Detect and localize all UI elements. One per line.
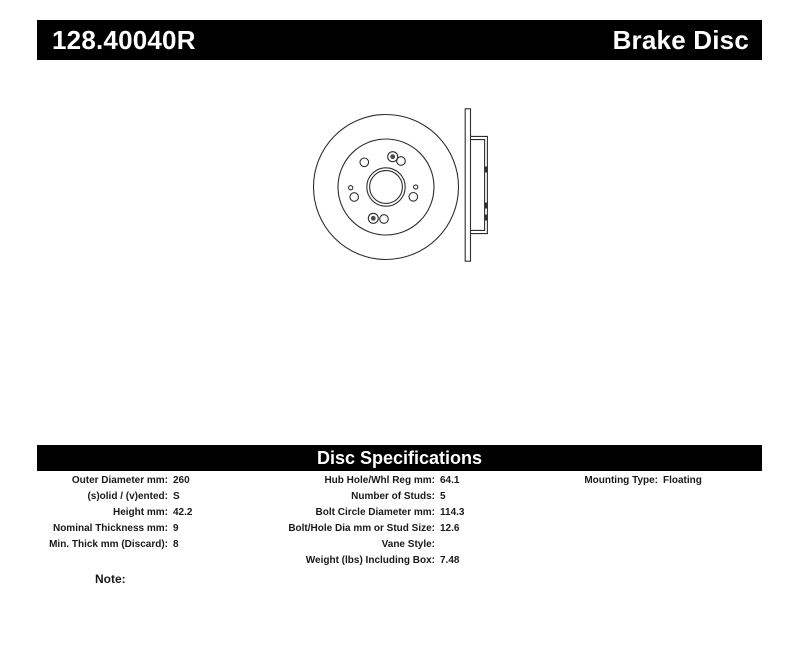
spec-value: 8 xyxy=(173,539,179,550)
spec-value: 12.6 xyxy=(440,523,460,534)
spec-row xyxy=(270,537,464,553)
spec-row xyxy=(270,521,464,537)
spec-label: Bolt/Hole Dia mm or Stud Size: xyxy=(288,523,435,534)
spec-row xyxy=(40,473,192,489)
spec-label: Outer Diameter mm: xyxy=(71,475,168,486)
spec-row xyxy=(270,553,464,569)
note-label: Note: xyxy=(95,572,126,586)
spec-value xyxy=(435,537,440,553)
spec-label: Height mm: xyxy=(113,507,168,518)
spec-label: Number of Studs: xyxy=(351,491,435,502)
spec-row xyxy=(270,489,464,505)
spec-value: 260 xyxy=(173,475,190,486)
spec-value: 5 xyxy=(440,491,446,502)
part-number: 128.40040R xyxy=(52,24,196,55)
product-type-title: Brake Disc xyxy=(612,24,749,55)
spec-label: Min. Thick mm (Discard): xyxy=(49,539,168,550)
spec-label: Bolt Circle Diameter mm: xyxy=(315,507,435,518)
stud-hole xyxy=(350,193,359,202)
spec-label: (s)olid / (v)ented: xyxy=(87,491,168,502)
screw-hole xyxy=(388,152,398,162)
brake-disc-drawing xyxy=(300,100,505,270)
side-view xyxy=(465,109,487,261)
stud-hole xyxy=(380,215,389,224)
spec-row xyxy=(270,505,464,521)
alignment-hole xyxy=(414,185,418,189)
spec-row xyxy=(40,537,192,553)
spec-column-middle xyxy=(270,473,464,569)
front-view xyxy=(314,115,459,260)
spec-value: Floating xyxy=(663,475,702,486)
stud-hole xyxy=(360,158,369,167)
stud-hole xyxy=(409,193,418,202)
spec-section-header xyxy=(37,445,762,471)
spec-value: 114.3 xyxy=(440,507,465,518)
spec-label: Mounting Type: xyxy=(584,475,658,486)
screw-hole xyxy=(368,213,378,223)
spec-row xyxy=(270,473,464,489)
spec-label: Weight (lbs) Including Box: xyxy=(305,555,435,566)
spec-value: 64.1 xyxy=(440,475,460,486)
spec-value: 9 xyxy=(173,523,179,534)
spec-value: 42.2 xyxy=(173,507,193,518)
spec-label: Vane Style: xyxy=(381,539,435,550)
spec-label: Nominal Thickness mm: xyxy=(52,523,168,534)
spec-row xyxy=(40,489,192,505)
spec-column-right xyxy=(540,473,702,489)
spec-value: S xyxy=(173,491,180,502)
spec-row xyxy=(540,473,702,489)
spec-value: 7.48 xyxy=(440,555,460,566)
spec-column-left xyxy=(40,473,192,553)
spec-row xyxy=(40,505,192,521)
spec-row xyxy=(40,521,192,537)
alignment-hole xyxy=(349,186,353,190)
title-bar xyxy=(37,20,762,60)
spec-section-title: Disc Specifications xyxy=(316,447,483,468)
note-section xyxy=(95,572,126,586)
spec-label: Hub Hole/Whl Reg mm: xyxy=(324,475,435,486)
